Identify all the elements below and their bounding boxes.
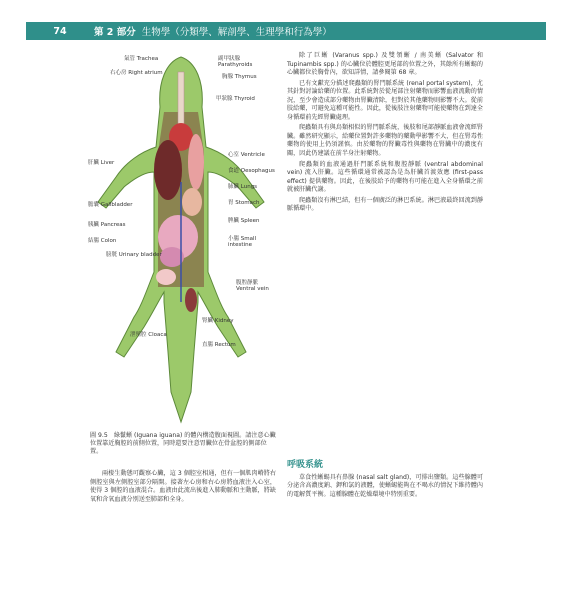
- anatomy-figure: [86, 52, 276, 427]
- label-stomach: 胃 Stomach: [228, 200, 260, 206]
- label-colon: 結腸 Colon: [88, 238, 117, 244]
- right-paragraph-3: 爬蟲類具有與鳥類相似的腎門脈系統，後肢和尾部靜脈血液會流經腎臟。雖然研究顯示，給藥位置對許多藥物的藥動學影響不大，但在腎毒性藥物的使用上仍須謹慎。由於藥物的腎臟毒性與藥物在腎臟中的濃度有關，因此仍建議在前半身注射藥物。: [287, 124, 483, 158]
- label-oesophagus: 食道 Oesophagus: [228, 168, 275, 174]
- label-ventral-vein: 腹腔靜脈 Ventral vein: [236, 280, 269, 293]
- right-paragraph-1: 除了巨蜥 (Varanus spp.) 及雙領蜥 / 南美蜥 (Salvator 和 Tupinambis spp.) 的心臟位於體腔更尾部的位置之外，其餘所有蜥蜴的心臟都位於胸骨內，欲知詳情，請參閱第 68 章。: [287, 52, 483, 77]
- label-ventricle: 心室 Ventricle: [228, 152, 265, 158]
- right-paragraph-5: 爬蟲類沒有淋巴結，但有一個廣泛的淋巴系統。淋巴液最終回流到靜脈循環中。: [287, 196, 483, 213]
- label-kidney: 腎臟 Kidney: [202, 318, 234, 324]
- section-title: 呼吸系統: [287, 460, 324, 470]
- label-bladder: 膀胱 Urinary bladder: [106, 252, 162, 258]
- right-body-text: [287, 52, 483, 216]
- label-right-atrium: 右心房 Right atrium: [110, 70, 163, 76]
- label-parathyroids: 副甲狀腺 Parathyroids: [218, 56, 253, 69]
- label-thymus: 胸腺 Thymus: [222, 74, 257, 80]
- label-spleen: 脾臟 Spleen: [228, 218, 260, 224]
- right-paragraph-4: 爬蟲類的血液通過肝門脈系統和腹腔靜脈 (ventral abdominal vein) 流入肝臟。這些循環通常被認為是為肝臟首渡效應 (first-pass effect) 提供藥物。因此，在後肢給予的藥物有可能在進入全身循環之前就被肝臟代謝。: [287, 160, 483, 194]
- label-trachea: 氣管 Trachea: [124, 56, 159, 62]
- respiratory-paragraph: 草食性蜥蜴具有鼻腺 (nasal salt gland)，可排出鹽類。這些腺體可分泌含高濃度鈉、鉀和氯的液體，使蜥蜴能夠在不喝水的情況下維持體內的電解質平衡。這種腺體在乾燥環境中特別重要。: [287, 473, 483, 498]
- label-rectum: 直腸 Rectum: [202, 342, 236, 348]
- part-label: 第 2 部分: [94, 27, 136, 38]
- figure-caption: 圖 9.5 綠鬣蜥 (Iguana iguana) 的體內構造腹面視圖。請注意心臟位置靠近胸腔的前側位置，同時還要注意胃臟位在骨盆腔的側部位置。: [90, 432, 276, 455]
- page-number: 74: [53, 25, 67, 37]
- label-thyroid: 甲狀腺 Thyroid: [216, 96, 255, 102]
- label-lungs: 肺臟 Lungs: [228, 184, 258, 190]
- label-small-intestine: 小腸 Small intestine: [228, 236, 257, 249]
- right-paragraph-2: 已有文獻充分描述爬蟲類的腎門脈系統 (renal portal system)，尤其針對討論給藥的位置。此系統對於從尾部注射藥物而影響血液流動的情況，至少會造成部分藥物由腎臟清除，但對於其他藥物則影響不大。從前肢給藥，可避免這種可能性。因此，從後肢注射藥物可能使藥物在到達全身循環前先經腎臟處理。: [287, 79, 483, 121]
- header-title: 生物學（分類學、解剖學、生理學和行為學）: [141, 27, 332, 38]
- label-liver: 肝臟 Liver: [88, 160, 115, 166]
- label-cloaca: 泄殖腔 Cloaca: [130, 332, 167, 338]
- left-body-text: [90, 470, 276, 504]
- label-gallbladder: 膽囊 Gallbladder: [88, 202, 133, 208]
- left-paragraph: 兩棲生動態可觀察心臟，這 3 個腔室相通，但有一個肌肉嵴將右側腔室與左側腔室部分隔開。接著左心房和右心房將血液注入心室，使得 3 個腔的血液混合。血液由此流出後進入肺動脈和主動脈，將缺氧和含氧血液分別送至肺部和全身。: [90, 470, 276, 503]
- label-pancreas: 胰臟 Pancreas: [88, 222, 126, 228]
- respiratory-section: [287, 455, 483, 499]
- page-header: [26, 22, 546, 40]
